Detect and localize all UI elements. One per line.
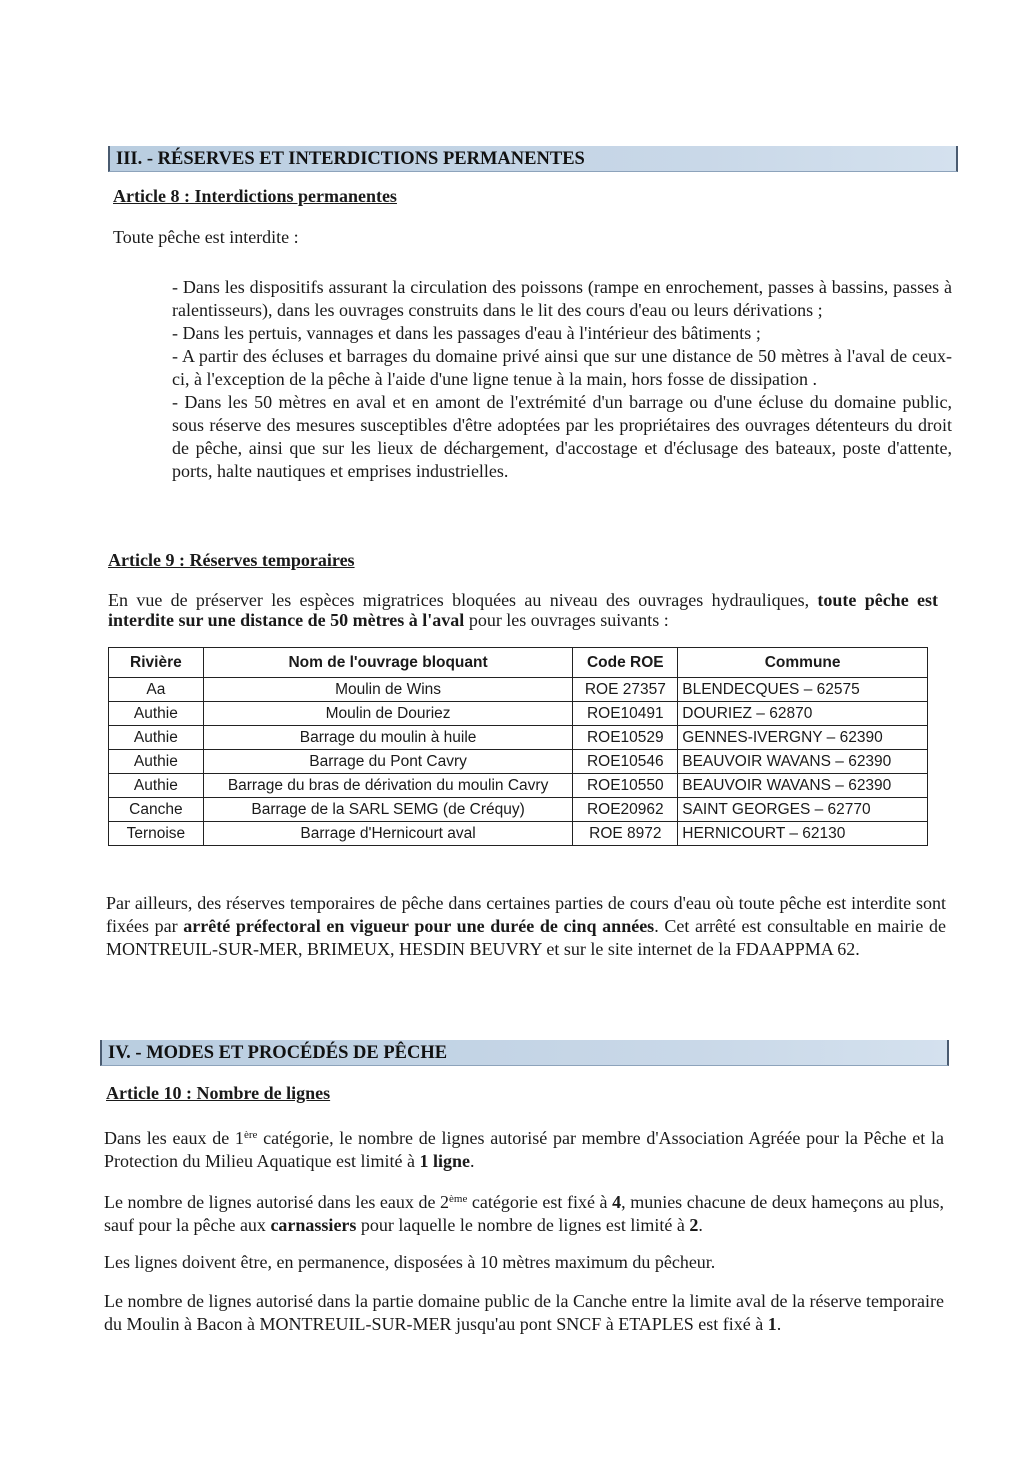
article-10-p2-bold: 2 <box>689 1215 699 1235</box>
cell-riviere: Authie <box>109 726 204 750</box>
article-10-p4 <box>104 1290 944 1336</box>
article-10-p2-text: . <box>698 1215 703 1235</box>
article-10-p1-bold: 1 ligne <box>419 1151 470 1171</box>
article-8-item: - A partir des écluses et barrages du domaine privé ainsi que sur une distance de 50 mètres à l'aval de ceux-ci, à l'exception de la pêche à l'aide d'une ligne tenue à la main, hors fosse de dissipation . <box>172 346 952 389</box>
cell-commune: BEAUVOIR WAVANS – 62390 <box>678 774 928 798</box>
article-10-p2-text: Le nombre de lignes autorisé dans les eaux de 2 <box>104 1192 450 1212</box>
section-3-title: III. - RÉSERVES ET INTERDICTIONS PERMANENTES <box>116 149 585 169</box>
cell-riviere: Aa <box>109 678 204 702</box>
table-row <box>109 726 928 750</box>
table-row <box>109 702 928 726</box>
article-8-intro: Toute pêche est interdite : <box>113 227 299 247</box>
cell-riviere: Ternoise <box>109 822 204 846</box>
article-9-intro-text: En vue de préserver les espèces migratrices bloquées au niveau des ouvrages hydrauliques, <box>108 590 818 610</box>
article-10-p4-bold: 1 <box>767 1314 777 1334</box>
cell-code-roe: ROE 8972 <box>573 822 678 846</box>
article-9-intro-end: pour les ouvrages suivants : <box>464 610 669 630</box>
article-9-title: Article 9 : Réserves temporaires <box>108 550 355 570</box>
ouvrages-table <box>108 647 928 846</box>
superscript: ère <box>243 1129 258 1141</box>
table-row <box>109 798 928 822</box>
cell-ouvrage: Barrage de la SARL SEMG (de Créquy) <box>203 798 573 822</box>
cell-ouvrage: Barrage du Pont Cavry <box>203 750 573 774</box>
superscript: ème <box>449 1193 468 1205</box>
article-8-item: - Dans les pertuis, vannages et dans les passages d'eau à l'intérieur des bâtiments ; <box>172 323 761 343</box>
cell-ouvrage: Barrage du bras de dérivation du moulin Cavry <box>203 774 573 798</box>
cell-code-roe: ROE10546 <box>573 750 678 774</box>
cell-commune: BEAUVOIR WAVANS – 62390 <box>678 750 928 774</box>
table-row <box>109 750 928 774</box>
article-10-p2-text: , munies chacune de deux hameçons au plus, sauf pour la pêche aux <box>104 1192 945 1235</box>
cell-ouvrage: Barrage du moulin à huile <box>203 726 573 750</box>
article-9-note-text: Par ailleurs, des réserves temporaires de pêche dans certaines parties de cours d'eau où toute pêche est interdite sont fixées par <box>106 893 946 936</box>
table-header-row <box>109 648 928 678</box>
header-ouvrage: Nom de l'ouvrage bloquant <box>203 648 573 678</box>
article-10-p2-bold: carnassiers <box>270 1215 357 1235</box>
article-10-p1-text: . <box>469 1151 475 1171</box>
section-4-title: IV. - MODES ET PROCÉDÉS DE PÊCHE <box>108 1043 448 1063</box>
article-10-p1-text: Dans les eaux de 1 <box>104 1128 244 1148</box>
cell-ouvrage: Moulin de Wins <box>203 678 573 702</box>
section-3-heading <box>108 146 958 172</box>
article-10-p2-text: catégorie est fixé à <box>467 1192 613 1212</box>
article-8-item: - Dans les dispositifs assurant la circulation des poissons (rampe en enrochement, passes à bassins, passes à ralentisseurs), dans les ouvrages construits dans le lit des cours d'eau ou leurs dérivations ; <box>172 277 952 320</box>
article-10-p1-text: catégorie, le nombre de lignes autorisé par membre d'Association Agréée pour la Pêche et la Protection du Milieu Aquatique est limité à <box>104 1128 944 1171</box>
cell-code-roe: ROE10491 <box>573 702 678 726</box>
article-9-note-end: . Cet arrêté est consultable en mairie de MONTREUIL-SUR-MER, BRIMEUX, HESDIN BEUVRY et sur le site internet de la FDAAPPMA 62. <box>106 916 946 959</box>
cell-commune: SAINT GEORGES – 62770 <box>678 798 928 822</box>
cell-commune: BLENDECQUES – 62575 <box>678 678 928 702</box>
article-10-p2-bold: 4 <box>612 1192 622 1212</box>
article-9-note-bold: arrêté préfectoral en vigueur pour une durée de cinq années <box>183 916 655 936</box>
article-8-item: - Dans les 50 mètres en aval et en amont de l'extrémité d'un barrage ou d'une écluse du domaine public, sous réserve des mesures susceptibles d'être adoptées par les propriétaires des ouvrages détenteurs du droit de pêche, ainsi que sur les lieux de déchargement, d'accostage et d'éclusage des bateaux, poste d'attente, ports, halte nautiques et emprises industrielles. <box>172 392 952 481</box>
cell-code-roe: ROE 27357 <box>573 678 678 702</box>
article-9-intro-bold: toute pêche est interdite sur une distance de 50 mètres à l'aval <box>108 590 938 630</box>
cell-commune: HERNICOURT – 62130 <box>678 822 928 846</box>
cell-code-roe: ROE20962 <box>573 798 678 822</box>
header-code-roe: Code ROE <box>573 648 678 678</box>
article-10-p1 <box>104 1124 944 1173</box>
cell-riviere: Authie <box>109 774 204 798</box>
article-10-p3: Les lignes doivent être, en permanence, disposées à 10 mètres maximum du pêcheur. <box>104 1252 716 1272</box>
table-row <box>109 678 928 702</box>
cell-code-roe: ROE10550 <box>573 774 678 798</box>
article-8-list <box>172 276 952 483</box>
cell-ouvrage: Barrage d'Hernicourt aval <box>203 822 573 846</box>
article-10-p2-text: pour laquelle le nombre de lignes est limité à <box>356 1215 690 1235</box>
article-8-title: Article 8 : Interdictions permanentes <box>113 186 397 206</box>
article-10-p2 <box>104 1188 944 1237</box>
cell-riviere: Authie <box>109 702 204 726</box>
header-commune: Commune <box>678 648 928 678</box>
cell-riviere: Canche <box>109 798 204 822</box>
section-4-heading <box>100 1040 949 1066</box>
cell-commune: GENNES-IVERGNY – 62390 <box>678 726 928 750</box>
article-10-title: Article 10 : Nombre de lignes <box>106 1083 331 1103</box>
cell-ouvrage: Moulin de Douriez <box>203 702 573 726</box>
table-row <box>109 822 928 846</box>
cell-code-roe: ROE10529 <box>573 726 678 750</box>
table-row <box>109 774 928 798</box>
cell-commune: DOURIEZ – 62870 <box>678 702 928 726</box>
article-9-intro <box>108 590 938 630</box>
article-10-p4-text: Le nombre de lignes autorisé dans la partie domaine public de la Canche entre la limite aval de la réserve temporaire du Moulin à Bacon à MONTREUIL-SUR-MER jusqu'au pont SNCF à ETAPLES est fixé à <box>104 1291 944 1334</box>
cell-riviere: Authie <box>109 750 204 774</box>
header-riviere: Rivière <box>109 648 204 678</box>
article-9-note <box>106 892 946 961</box>
article-10-p4-text: . <box>776 1314 782 1334</box>
